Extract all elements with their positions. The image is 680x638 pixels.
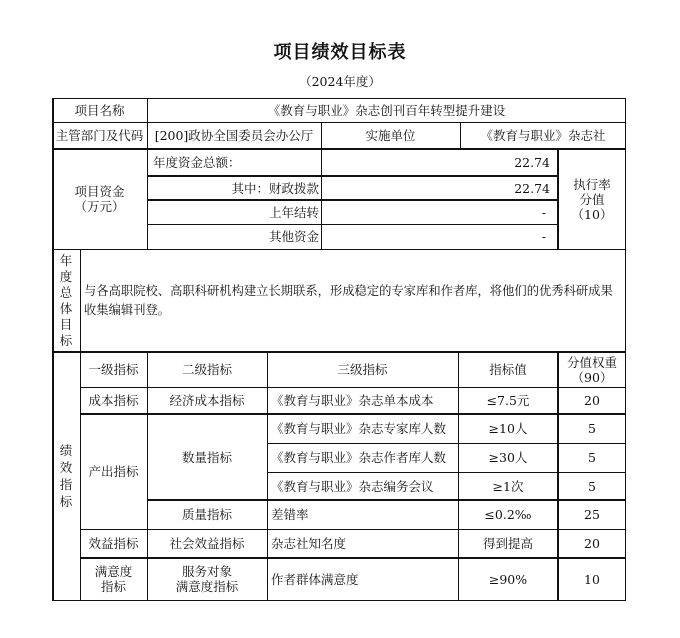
satisfaction-level3: 作者群体满意度 [271,571,359,587]
benefit-level2: 社会效益指标 [169,536,245,551]
header-weight [558,352,626,387]
section-label-char: 效 [59,460,73,475]
quantity-level3: 《教育与职业》杂志编务会议 [271,478,434,494]
grid-line [52,122,626,123]
goal-label-char: 体 [59,300,73,316]
funds-row-label: 上年结转 [268,204,319,220]
grid-line [557,352,559,601]
indicators-section-label [52,352,80,600]
table-border-right [625,98,626,601]
grid-line [147,224,558,225]
rate-line2: 分值 [579,191,605,207]
goal-label-char: 度 [59,268,73,284]
benefit-level3: 杂志社知名度 [271,536,347,551]
satisfaction-level1-line2: 指标 [100,579,126,594]
table-border-left [52,98,54,601]
section-label-char: 标 [59,494,73,509]
funds-row-label: 年度资金总额： [153,155,241,170]
satisfaction-weight: 10 [584,571,600,587]
grid-line [458,352,459,601]
grid-line [147,98,148,249]
grid-line [80,529,626,530]
grid-line [52,98,626,99]
quantity-level3: 《教育与职业》杂志专家库人数 [271,421,447,436]
cost-value: ≤7.5元 [486,393,530,408]
grid-line [52,249,626,250]
satisfaction-level2-line2: 满意度指标 [175,579,239,594]
quantity-weight: 5 [588,450,596,465]
funds-row-label: 其中：财政拨款 [231,180,319,196]
header-level3: 三级指标 [337,362,388,377]
header-weight-line2: （90） [571,369,613,385]
header-weight-line1: 分值权重 [566,354,617,370]
annual-goal-label [52,249,80,352]
funds-row-value: 22.74 [514,180,550,196]
grid-line [52,148,626,150]
page-subtitle: （2024年度） [299,74,381,89]
cost-level3: 《教育与职业》杂志单本成本 [271,393,434,408]
grid-line [557,149,559,249]
quality-value: ≤0.2‰ [484,507,532,522]
satisfaction-level1 [80,558,147,600]
annual-goal-text: 与各高职院校、高职科研机构建立长期联系，形成稳定的专家库和作者库，将他们的优秀科研成果收集编辑刊登。 [84,283,613,317]
quantity-weight: 5 [588,478,596,494]
header-value: 指标值 [489,362,527,377]
satisfaction-level1-line1: 满意度 [94,564,133,579]
grid-line [321,122,322,249]
quantity-value: ≥1次 [492,478,524,494]
goal-label-char: 标 [59,332,73,348]
grid-line [80,249,81,601]
funds-label-line2: （万元） [74,199,125,214]
cost-level2: 经济成本指标 [169,393,245,408]
benefit-value: 得到提高 [482,536,533,551]
section-label-char: 指 [59,477,73,492]
output-level1: 产出指标 [88,464,139,479]
satisfaction-level2-line1: 服务对象 [181,564,232,579]
grid-line [80,557,626,559]
grid-line [147,499,626,501]
page-title: 项目绩效目标表 [273,42,407,63]
funds-row-value: 22.74 [514,155,550,170]
impl-label: 实施单位 [365,128,416,143]
cost-level1: 成本指标 [88,393,139,408]
grid-line [147,352,148,601]
grid-line [460,122,461,149]
grid-line [267,352,268,601]
benefit-level1: 效益指标 [88,536,139,551]
grid-line [147,199,558,201]
funds-label [52,149,147,249]
grid-line [52,351,626,353]
rate-line3: （10） [571,206,613,222]
grid-line [80,413,626,415]
grid-line [80,387,626,388]
dept-label: 主管部门及代码 [55,128,144,143]
funds-row-value: - [541,204,546,220]
quality-weight: 25 [584,507,600,522]
section-label-char: 绩 [59,443,73,458]
quantity-value: ≥10人 [488,421,528,436]
funds-row-label: 其他资金 [268,229,319,244]
cost-weight: 20 [584,393,600,408]
goal-label-char: 目 [59,316,73,332]
benefit-weight: 20 [584,536,600,551]
quantity-value: ≥30人 [488,450,528,465]
quality-level3: 差错率 [271,507,309,522]
goal-label-char: 年 [59,252,73,268]
project-name-value: 《教育与职业》杂志创刊百年转型提升建设 [267,102,506,118]
satisfaction-value: ≥90% [488,571,528,587]
grid-line [147,175,558,177]
impl-value: 《教育与职业》杂志社 [480,128,606,143]
execution-rate-score [558,149,626,249]
project-name-label: 项目名称 [74,102,125,118]
dept-value: [200]政协全国委员会办公厅 [154,128,314,143]
quantity-level3: 《教育与职业》杂志作者库人数 [271,450,447,465]
funds-row-value: - [541,229,546,244]
header-level1: 一级指标 [88,362,139,377]
satisfaction-level2 [147,558,267,600]
quantity-level2: 数量指标 [181,449,232,465]
header-level2: 二级指标 [181,362,232,377]
goal-label-char: 总 [59,284,73,300]
quality-level2: 质量指标 [181,507,232,522]
funds-label-line1: 项目资金 [74,184,125,199]
grid-line [52,600,626,601]
rate-line1: 执行率 [573,176,611,192]
grid-line [267,472,626,473]
grid-line [267,443,626,444]
quantity-weight: 5 [588,421,596,436]
